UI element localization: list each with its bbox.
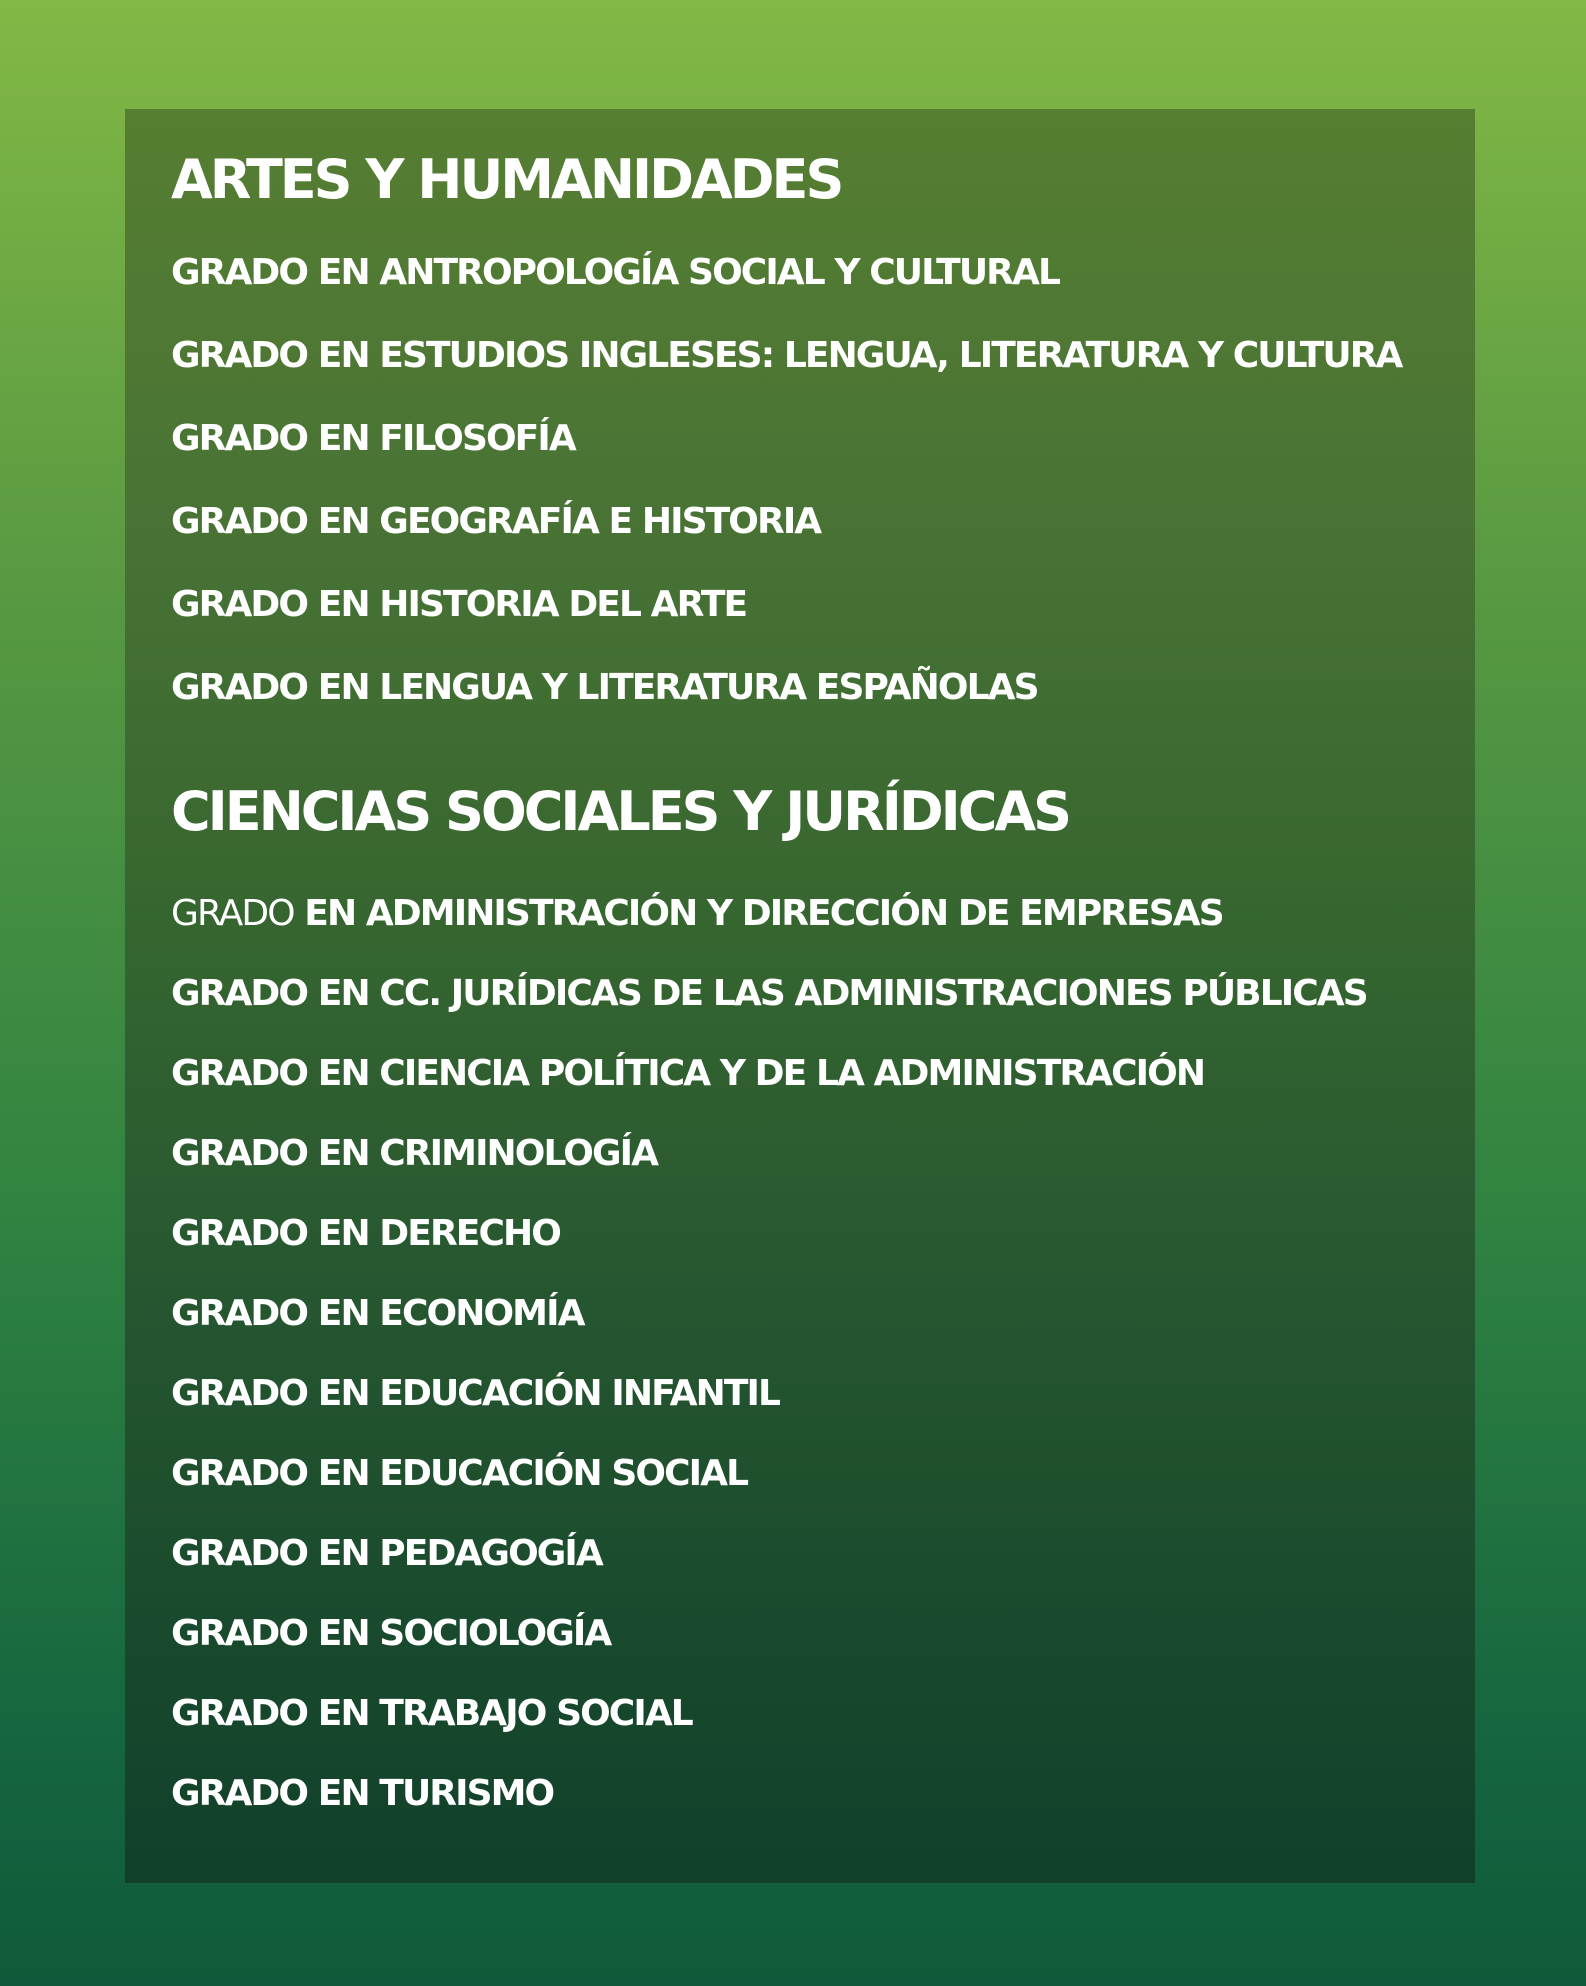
list-item-prefix: GRADO [171,893,294,934]
list-item: GRADO EN CRIMINOLOGÍA [171,1133,658,1174]
list-item: GRADO EN TURISMO [171,1773,554,1814]
list-item [171,874,1475,954]
list-item: GRADO EN EDUCACIÓN INFANTIL [171,1373,780,1414]
section-title-ciencias-sociales-juridicas: CIENCIAS SOCIALES Y JURÍDICAS [171,780,1070,843]
list-item: GRADO EN LENGUA Y LITERATURA ESPAÑOLAS [171,667,1038,708]
list-item: GRADO EN PEDAGOGÍA [171,1533,602,1574]
list-item: GRADO EN CIENCIA POLÍTICA Y DE LA ADMINISTRACIÓN [171,1053,1205,1094]
list-item: GRADO EN EDUCACIÓN SOCIAL [171,1453,748,1494]
list-item: GRADO EN CC. JURÍDICAS DE LAS ADMINISTRACIONES PÚBLICAS [171,973,1367,1014]
artes-humanidades-list [171,231,1475,729]
list-item: GRADO EN HISTORIA DEL ARTE [171,584,747,625]
list-item: GRADO EN GEOGRAFÍA E HISTORIA [171,501,821,542]
list-item: GRADO EN ESTUDIOS INGLESES: LENGUA, LITERATURA Y CULTURA [171,335,1402,376]
list-item: GRADO EN DERECHO [171,1213,560,1254]
list-item: GRADO EN ECONOMÍA [171,1293,584,1334]
list-item: GRADO EN ANTROPOLOGÍA SOCIAL Y CULTURAL [171,252,1059,293]
ciencias-sociales-juridicas-list [171,874,1475,1834]
list-item-rest: EN ADMINISTRACIÓN Y DIRECCIÓN DE EMPRESAS [293,893,1223,934]
degree-list-panel [125,109,1475,1883]
list-item: GRADO EN SOCIOLOGÍA [171,1613,611,1654]
list-item: GRADO EN TRABAJO SOCIAL [171,1693,692,1734]
section-title-artes-humanidades: ARTES Y HUMANIDADES [171,148,842,211]
list-item: GRADO EN FILOSOFÍA [171,418,575,459]
